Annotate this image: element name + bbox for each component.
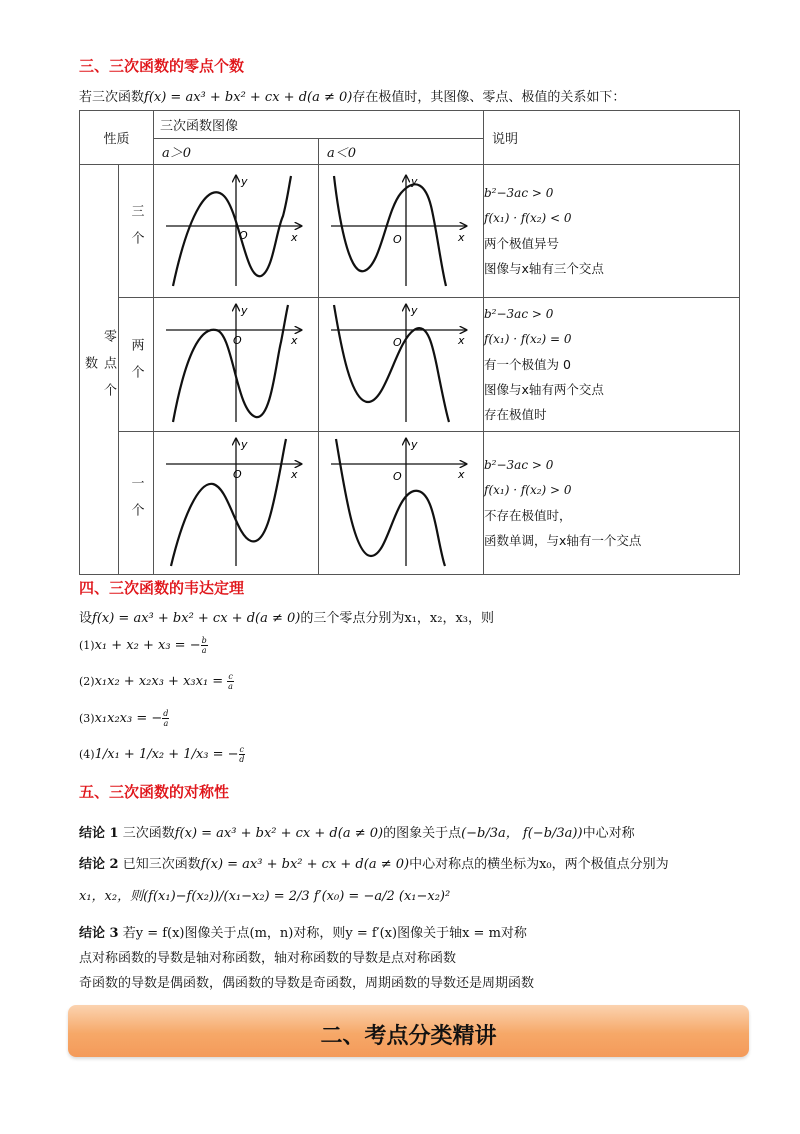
fraction-numerator: c — [228, 672, 233, 681]
row-label-cell — [119, 165, 154, 298]
vieta-item-1 — [79, 636, 208, 655]
desc-line: f(x₁) · f(x₂) < 0 — [484, 211, 572, 225]
desc-line: 图像与x轴有三个交点 — [484, 261, 604, 276]
item-expression: 1/x₁ + 1/x₂ + 1/x₃ = − — [94, 747, 239, 762]
header-desc: 说明 — [484, 111, 740, 165]
fraction-denominator: a — [228, 682, 233, 691]
conclusion-label: 结论 3 — [79, 926, 119, 941]
axis-x-label: x — [458, 467, 465, 481]
desc-line: 两个极值异号 — [484, 236, 560, 251]
desc-line: 图像与x轴有两个交点 — [484, 382, 604, 397]
graph-one-zero-a-positive — [161, 436, 311, 571]
axis-x-label: x — [458, 231, 465, 244]
desc-cell — [484, 298, 740, 432]
item-number: (2) — [79, 675, 95, 688]
conclusion-2-line-2 — [79, 885, 450, 904]
conclusion-formula: f(x) = ax³ + bx² + cx + d(a ≠ 0) — [200, 857, 410, 872]
intro-pre: 若三次函数 — [79, 90, 145, 105]
item-number: (3) — [79, 712, 95, 725]
row-label-one: 一个 — [128, 476, 144, 530]
axis-x-label: x — [458, 334, 465, 347]
conclusion-formula: f(x) = ax³ + bx² + cx + d(a ≠ 0) — [174, 826, 384, 841]
sub-header-a-negative: a＜0 — [319, 139, 484, 165]
desc-line: 有一个极值为 0 — [484, 357, 571, 372]
axis-y-label: y — [241, 175, 248, 188]
intro-post: 存在极值时，其图像、零点、极值的关系如下： — [352, 90, 626, 105]
axis-x-label: x — [291, 334, 298, 347]
desc-line: f(x₁) · f(x₂) = 0 — [484, 332, 572, 346]
intro-formula: f(x) = ax³ + bx² + cx + d(a ≠ 0) — [92, 611, 301, 626]
fraction-numerator: c — [239, 745, 245, 754]
conclusion-text: 的图象关于点 — [383, 826, 462, 841]
desc-cell — [484, 432, 740, 575]
section4-title: 四、三次函数的韦达定理 — [79, 579, 245, 597]
section3-intro — [79, 86, 625, 105]
axis-y-label: y — [411, 175, 418, 188]
row-label-cell — [119, 298, 154, 432]
axis-y-label: y — [411, 304, 418, 317]
vieta-item-3 — [79, 709, 169, 728]
intro-post: 的三个零点分别为x₁，x₂，x₃，则 — [300, 611, 494, 626]
vieta-item-2 — [79, 672, 234, 691]
fraction — [162, 709, 169, 728]
graph-three-zeros-a-positive — [161, 171, 311, 291]
desc-line: 存在极值时 — [484, 407, 547, 422]
row-group-label-cell — [80, 165, 119, 575]
origin-label: O — [239, 229, 248, 242]
desc-line: b²−3ac > 0 — [484, 186, 554, 200]
desc-line: f(x₁) · f(x₂) > 0 — [484, 483, 572, 497]
fraction-numerator: b — [201, 636, 207, 645]
graph-cell — [319, 298, 484, 432]
row-label-three: 三个 — [128, 204, 144, 258]
graph-cell — [154, 432, 319, 575]
graph-two-zeros-a-positive — [161, 302, 311, 427]
section-banner — [68, 1005, 749, 1057]
axis-y-label: y — [411, 437, 418, 451]
fraction-numerator: d — [163, 709, 169, 718]
desc-cell — [484, 165, 740, 298]
cubic-zero-table — [79, 110, 740, 575]
fraction-denominator: a — [201, 646, 207, 655]
conclusion-2 — [79, 853, 669, 872]
row-label-two: 两个 — [128, 337, 144, 392]
axis-x-label: x — [291, 467, 298, 481]
item-expression: x₁x₂ + x₂x₃ + x₃x₁ = — [94, 674, 228, 689]
conclusion-label: 结论 1 — [79, 826, 119, 841]
desc-line: b²−3ac > 0 — [484, 458, 554, 472]
conclusion-text: 若y = f(x)图像关于点(m，n)对称，则y = f′(x)图像关于轴x = m对称 — [122, 926, 527, 941]
fraction — [201, 636, 208, 655]
graph-cell — [154, 298, 319, 432]
item-number: (4) — [79, 748, 95, 761]
conclusion-1 — [79, 822, 635, 841]
conclusion-text: 中心对称 — [582, 826, 635, 841]
graph-three-zeros-a-negative — [326, 171, 476, 291]
graph-one-zero-a-negative — [326, 436, 476, 571]
axis-y-label: y — [241, 304, 248, 317]
desc-line: 不存在极值时， — [484, 508, 572, 523]
graph-cell — [319, 432, 484, 575]
note-1: 点对称函数的导数是轴对称函数，轴对称函数的导数是点对称函数 — [79, 951, 457, 966]
header-graph: 三次函数图像 — [154, 111, 484, 139]
row-group-label: 零点个数 — [82, 329, 116, 410]
item-number: (1) — [79, 639, 95, 652]
origin-label: O — [393, 469, 402, 483]
graph-cell — [154, 165, 319, 298]
conclusion-text: x₁，x₂，则 — [79, 889, 144, 904]
axis-y-label: y — [241, 437, 248, 451]
graph-two-zeros-a-negative — [326, 302, 476, 427]
conclusion-text: 已知三次函数 — [122, 857, 201, 872]
section5-title: 五、三次函数的对称性 — [79, 783, 230, 801]
origin-label: O — [393, 233, 402, 246]
conclusion-point: (−b/3a， f(−b/3a)) — [461, 826, 583, 841]
item-expression: x₁x₂x₃ = − — [94, 711, 163, 726]
origin-label: O — [233, 334, 242, 347]
row-label-cell — [119, 432, 154, 575]
vieta-item-4 — [79, 745, 245, 764]
fraction-denominator: a — [163, 719, 169, 728]
item-expression: x₁ + x₂ + x₃ = − — [94, 638, 201, 653]
section3-title: 三、三次函数的零点个数 — [79, 57, 245, 75]
fraction — [227, 672, 233, 691]
sub-header-a-positive: a＞0 — [154, 139, 319, 165]
axis-x-label: x — [291, 231, 298, 244]
header-property: 性质 — [80, 111, 154, 165]
fraction-denominator: d — [239, 755, 245, 764]
conclusion-3 — [79, 922, 527, 941]
origin-label: O — [233, 467, 242, 481]
fraction — [239, 745, 245, 764]
banner-title: 二、考点分类精讲 — [320, 1024, 497, 1049]
intro-formula: f(x) = ax³ + bx² + cx + d(a ≠ 0) — [144, 90, 353, 105]
intro-pre: 设 — [79, 611, 93, 626]
conclusion-text: 中心对称点的横坐标为x₀，两个极值点分别为 — [409, 857, 669, 872]
graph-cell — [319, 165, 484, 298]
conclusion-label: 结论 2 — [79, 857, 119, 872]
conclusion-text: 三次函数 — [122, 826, 175, 841]
desc-line: b²−3ac > 0 — [484, 307, 554, 321]
origin-label: O — [393, 336, 402, 349]
note-2: 奇函数的导数是偶函数，偶函数的导数是奇函数，周期函数的导数还是周期函数 — [79, 976, 535, 991]
desc-line: 函数单调，与x轴有一个交点 — [484, 533, 642, 548]
conclusion-formula: (f(x₁)−f(x₂))/(x₁−x₂) = 2/3 f′(x₀) = −a/2 (x₁−x₂)² — [143, 889, 451, 904]
section4-intro — [79, 607, 494, 626]
